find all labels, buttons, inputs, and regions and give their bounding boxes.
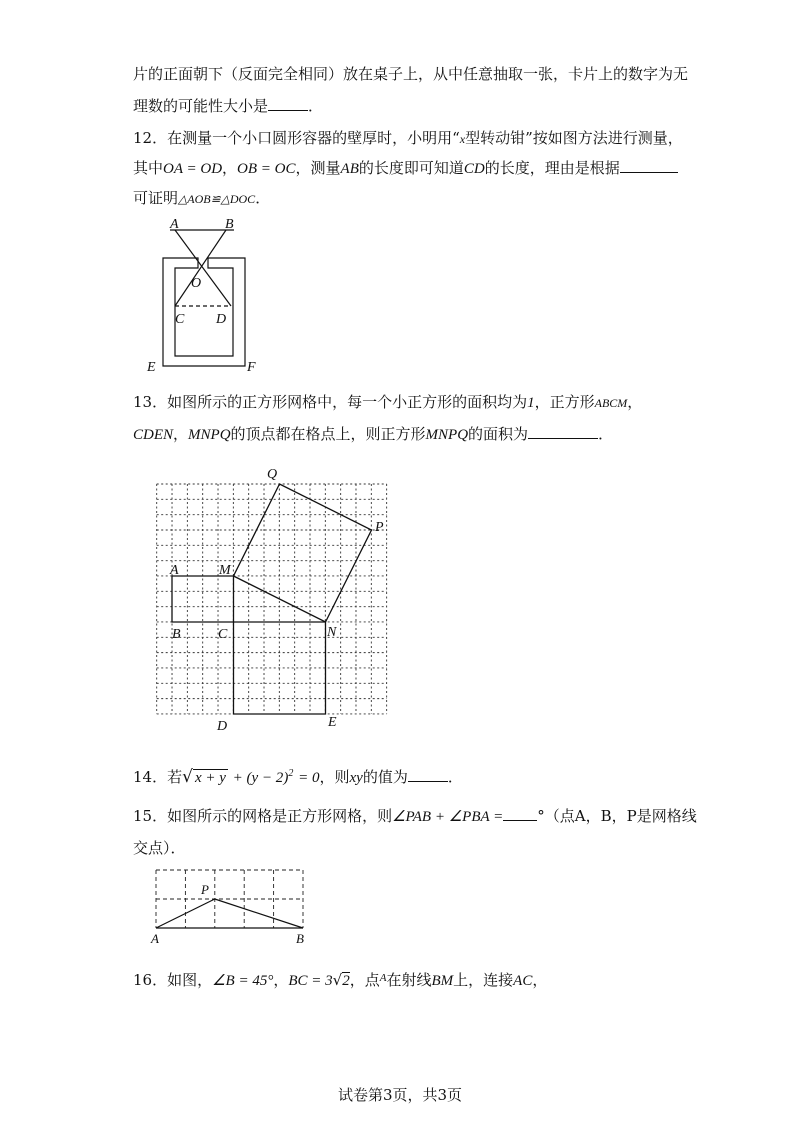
answer-blank-15[interactable] <box>503 806 537 821</box>
square-MNPQ <box>234 484 372 622</box>
label-E: E <box>328 715 337 730</box>
label-D: D <box>216 312 227 327</box>
label-C: C <box>175 312 185 327</box>
q13-line2: CDEN，MNPQ的顶点都在格点上，则正方形MNPQ的面积为 ． <box>133 425 614 443</box>
q15-line2: 交点）． <box>133 839 186 857</box>
label-M: M <box>219 563 231 578</box>
q11-line1: 片的正面朝下（反面完全相同）放在桌子上，从中任意抽取一张，卡片上的数字为无 <box>133 65 689 83</box>
label-A: A <box>151 931 159 946</box>
label-P: P <box>375 520 384 535</box>
label-C: C <box>218 627 228 642</box>
q12-line3: 可证明△AOB≌△DOC． <box>133 189 271 207</box>
grid-figure-15 <box>148 864 318 949</box>
label-D: D <box>217 719 228 734</box>
caliper-figure <box>140 218 270 374</box>
label-E: E <box>147 360 156 375</box>
label-Q: Q <box>267 467 278 482</box>
page-footer: 试卷第3页，共3页 <box>337 1086 463 1104</box>
label-B: B <box>225 217 234 232</box>
label-A: A <box>170 563 179 578</box>
label-N: N <box>327 625 337 640</box>
q12-line1: 12．在测量一个小口圆形容器的壁厚时，小明用“x型转动钳”按如图方法进行测量， <box>133 129 683 147</box>
q15-line1: 15．如图所示的网格是正方形网格，则∠PAB + ∠PBA = °（点A，B，P是网格线 <box>133 807 697 825</box>
grid-figure-13 <box>150 460 415 735</box>
label-O: O <box>191 276 202 291</box>
answer-blank-13[interactable] <box>528 424 598 439</box>
q13-line1: 13．如图所示的正方形网格中，每一个小正方形的面积均为1，正方形ABCM， <box>133 393 643 411</box>
answer-blank-14[interactable] <box>408 767 448 782</box>
q12-line2: 其中OA = OD，OB = OC，测量AB的长度即可知道CD的长度，理由是根据 <box>133 158 678 179</box>
q11-line2: 理数的可能性大小是 ． <box>133 97 324 115</box>
label-F: F <box>247 360 256 375</box>
label-A: A <box>170 217 179 232</box>
label-P: P <box>201 882 209 897</box>
label-B: B <box>172 627 181 642</box>
label-B: B <box>296 931 304 946</box>
answer-blank-11[interactable] <box>268 96 308 111</box>
answer-blank-12[interactable] <box>620 158 678 173</box>
q16-line: 16．如图，∠B = 45°，BC = 3√2，点$^A$在射线BM上，连接AC， <box>133 971 548 989</box>
q14-line: 14．若√ $x + y + (y - 2)^2 = 0$，则xy的值为 ． <box>133 767 463 787</box>
